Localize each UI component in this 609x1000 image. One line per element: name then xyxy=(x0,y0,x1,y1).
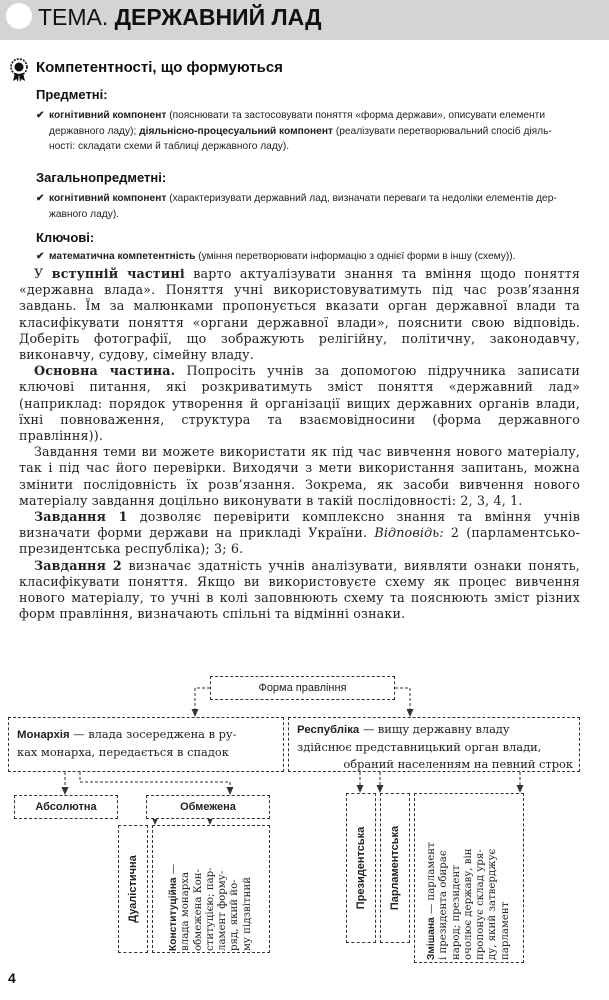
bold-term: математична компетентність xyxy=(49,251,196,262)
mixed-box xyxy=(414,793,524,963)
mixed-line: пропонує склад уря- xyxy=(475,849,487,960)
constitutional-term: Конституційна xyxy=(167,877,179,951)
mixed-line: очолює державу, він xyxy=(462,848,474,960)
bold-term: когнітивний компонент xyxy=(49,110,167,121)
monarchy-text: — влада зосереджена в ру- xyxy=(69,727,237,741)
constitutional-text xyxy=(168,827,254,951)
key-heading: Ключові: xyxy=(36,230,95,245)
mixed-line: і президента обирає xyxy=(438,850,450,960)
paragraph-tasks: Завдання теми ви можете використати як під час вивчення нового матеріалу, так і під час його перевірки. Виходячи з мети використання запитань, можна змінити послідовність їх розв’язання. Зокрема, як засоби вивчення нового матеріалу завдання доцільно виконувати в такій послідовності: 2, 3, 4, 1. xyxy=(19,444,580,508)
bold-term: діяльнісно-процесуальний компонент xyxy=(139,125,333,137)
bullet-text: жавного ладу). xyxy=(49,208,120,220)
mixed-term: Змішана xyxy=(425,917,437,960)
bullet-text: (уміння перетворювати інформацію з однієї форми в іншу (схему)). xyxy=(195,251,516,262)
presidential-label: Президентська xyxy=(354,826,367,910)
constitutional-line: ряд, який йо- xyxy=(229,879,241,951)
republic-box xyxy=(288,717,580,772)
topic-title xyxy=(38,4,322,30)
constitutional-line: влада монарха xyxy=(180,871,192,951)
check-icon: ✔ xyxy=(36,193,45,204)
constitutional-box xyxy=(152,825,270,953)
monarchy-box xyxy=(8,717,284,772)
constitutional-line: му підзвітний xyxy=(241,876,253,951)
republic-text: — вищу державну владу xyxy=(359,722,510,736)
competencies-title: Компетентності, що формуються xyxy=(36,59,283,76)
constitutional-line: ламент форму- xyxy=(217,870,229,951)
dualistic-label: Дуалістична xyxy=(126,855,139,923)
mixed-text xyxy=(426,796,512,960)
absolute-label: Абсолютна xyxy=(35,801,97,813)
subject-heading: Предметні: xyxy=(36,87,108,102)
monarchy-term: Монархія xyxy=(17,729,70,741)
bold-term: когнітивний компонент xyxy=(49,193,167,204)
check-icon: ✔ xyxy=(36,251,45,262)
paragraph-intro: У вступній частині варто актуалізувати знання та вміння щодо поняття «державна влада». Поняття учні використовуватимуть під час розв’язання завдань. Їм за малюнками пропонується вказати орган державної влади та класифікувати поняття «органи державної влади», пояснити свою відповідь. Доберіть фотографії, що зображують релігійну, політичну, законодавчу, виконавчу, судову, сімейну владу. xyxy=(19,266,580,363)
bullet-text: (реалізувати перетворювальний спосіб діяль- xyxy=(332,125,552,137)
limited-box xyxy=(146,795,270,819)
general-heading: Загальнопредметні: xyxy=(36,170,167,185)
paragraph-main-part: Основна частина. Попросіть учнів за допомогою підручника записати ключові питання, які розкриватимуть зміст поняття «державний лад» (наприклад: порядок утворення й організації вищих державних органів влади, їхні повноваження, структура та взаємовідносини (форма державного правління)). xyxy=(19,363,580,444)
republic-text: здійснює представницький орган влади, xyxy=(297,740,542,754)
bullet-text: державного ладу); xyxy=(49,125,140,137)
diagram-root-box xyxy=(210,676,395,700)
bullet-text: ності: складати схеми й таблиці державного ладу). xyxy=(49,141,290,152)
topic-label: ТЕМА. xyxy=(38,4,109,30)
monarchy-text: ках монарха, передається в спадок xyxy=(17,745,229,759)
limited-label: Обмежена xyxy=(180,801,236,813)
check-icon: ✔ xyxy=(36,110,45,121)
constitutional-line: ституцією; пар- xyxy=(204,867,216,951)
constitutional-line: обмежена Кон- xyxy=(192,869,204,951)
key-bullet xyxy=(36,249,588,265)
bullet-text: (пояснювати та застосовувати поняття «форма держави», описувати елементи xyxy=(166,110,546,121)
lesson-body xyxy=(19,266,580,622)
medal-icon xyxy=(8,58,30,82)
absolute-box xyxy=(14,795,118,819)
subject-bullet xyxy=(36,108,588,155)
mixed-line: народ; президент xyxy=(450,865,462,960)
paragraph-task-2: Завдання 2 визначає здатність учнів аналізувати, виявляти ознаки понять, класифікувати поняття. Якщо ви використовуєте схему як процес вивчення нового матеріалу, то учні в колі заповнюють схему та пояснюють зміст різних форм правління, визначають спільні та відмінні ознаки. xyxy=(19,557,580,622)
republic-text: обраний населенням на певний строк xyxy=(343,757,573,771)
republic-term: Республіка xyxy=(297,724,360,736)
mixed-line: — парламент xyxy=(425,842,437,918)
page-number: 4 xyxy=(8,970,16,986)
parliamentary-box xyxy=(380,793,410,943)
dualistic-box xyxy=(118,825,148,953)
parliamentary-label: Парламентська xyxy=(388,825,401,911)
topic-name: ДЕРЖАВНИЙ ЛАД xyxy=(114,4,322,30)
topic-circle-icon xyxy=(6,3,32,29)
mixed-line: парламент xyxy=(499,901,511,960)
mixed-line: ду, який затверджує xyxy=(487,848,499,960)
diagram-root-label: Форма правління xyxy=(258,682,347,694)
paragraph-task-1: Завдання 1 дозволяє перевірити комплексно знання та вміння учнів визначати форми держави на прикладі України. Відповідь: 2 (парламентсько-президентська республіка); 3; 6. xyxy=(19,509,580,557)
constitutional-line: — xyxy=(167,863,179,878)
general-bullet xyxy=(36,191,588,222)
presidential-box xyxy=(346,793,376,943)
bullet-text: (характеризувати державний лад, визначати переваги та недоліки елементів дер- xyxy=(166,193,557,204)
